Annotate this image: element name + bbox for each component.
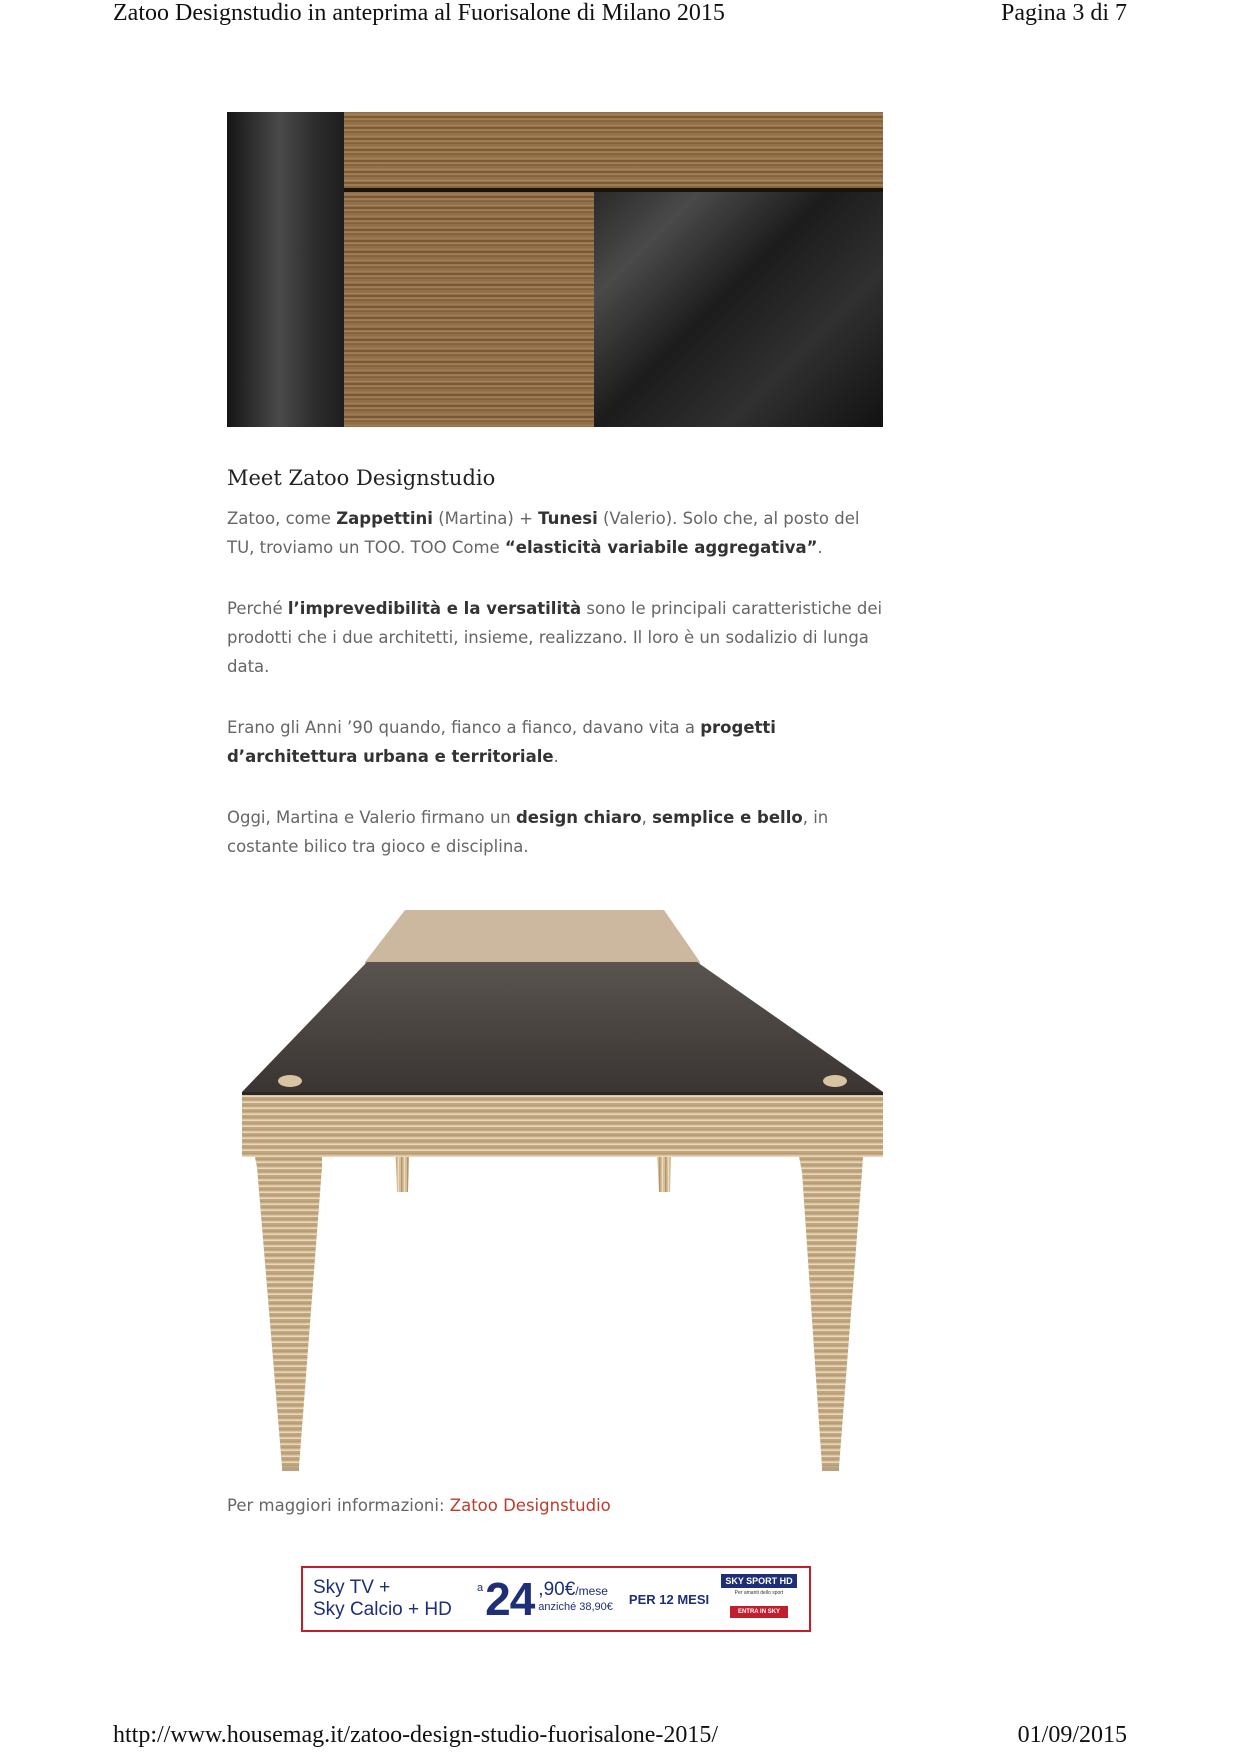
ad-old-price: anziché 38,90€ — [538, 1601, 613, 1613]
ad-offer-text — [303, 1577, 473, 1621]
p1-text-1: Zatoo, come — [227, 509, 337, 529]
dowel-left — [278, 1075, 302, 1087]
p4-bold-semplice: semplice e bello — [652, 808, 803, 828]
p3-text-2: . — [553, 747, 559, 767]
p4-bold-design-chiaro: design chiaro — [516, 808, 642, 828]
p1-text-4: . — [817, 538, 823, 558]
photo-shadow-area — [227, 112, 344, 427]
sky-sport-logo — [719, 1574, 799, 1618]
print-header — [113, 0, 1127, 32]
ad-duration: PER 12 MESI — [628, 1591, 710, 1607]
paragraph-1 — [227, 504, 883, 562]
front-leg-right — [787, 1095, 867, 1467]
p1-bold-elasticita: “elasticità variabile aggregativa” — [504, 538, 818, 558]
dark-glass-panel — [594, 192, 883, 427]
plywood-detail-photo — [227, 112, 883, 427]
ad-line-1: Sky TV + — [313, 1577, 391, 1598]
ad-price-prefix: a — [477, 1582, 484, 1594]
p2-text-2: sono le principali caratteristiche dei prodotti che i due architetti, insieme, realizzano. Il loro è un sodalizio di lunga data. — [227, 599, 883, 677]
print-footer — [113, 1722, 1127, 1754]
p1-text-3: (Valerio). Solo che, al posto del TU, troviamo un TOO. TOO Come — [227, 509, 860, 558]
front-table-top — [242, 962, 883, 1092]
p3-text-1: Erano gli Anni ’90 quando, fianco a fianco, davano vita a — [227, 718, 701, 738]
p1-text-2: (Martina) + — [432, 509, 539, 529]
more-info-line — [227, 1496, 883, 1515]
p2-text-1: Perché — [227, 599, 288, 619]
ad-price — [477, 1573, 613, 1625]
ad-price-main: 24 — [485, 1573, 535, 1625]
ad-logo-subtitle: Per amanti dello sport — [734, 1590, 784, 1596]
table-photo — [227, 907, 883, 1472]
plywood-side-edge — [344, 192, 594, 427]
table-apron — [242, 1095, 883, 1157]
zatoo-designstudio-link[interactable]: Zatoo Designstudio — [449, 1496, 611, 1516]
ad-price-unit: /mese — [575, 1584, 608, 1598]
p1-bold-zappettini: Zappettini — [336, 509, 433, 529]
plywood-top-edge — [344, 112, 883, 188]
article-heading: Meet Zatoo Designstudio — [227, 466, 496, 490]
paragraph-2 — [227, 594, 883, 681]
print-header-title: Zatoo Designstudio in anteprima al Fuorisalone di Milano 2015 — [113, 0, 725, 26]
sky-ad-banner[interactable] — [301, 1566, 811, 1632]
front-leg-left — [242, 1095, 322, 1467]
p2-bold-imprevedibilita: l’imprevedibilità e la versatilità — [287, 599, 582, 619]
p3-bold-progetti: progetti d’architettura urbana e territoriale — [227, 718, 776, 767]
p4-text-2: , — [641, 808, 653, 828]
paragraph-4 — [227, 803, 883, 861]
enter-sky-button[interactable]: ENTRA IN SKY — [730, 1606, 788, 1618]
more-info-label: Per maggiori informazioni: — [227, 1496, 450, 1516]
ad-price-cents: ,90€/mese — [538, 1579, 608, 1600]
dowel-right — [823, 1075, 847, 1087]
ad-line-2: Sky Calcio + HD — [313, 1599, 452, 1620]
article — [227, 112, 883, 1515]
sky-sport-hd-icon: SKY SPORT HD — [721, 1574, 797, 1588]
paragraph-3 — [227, 713, 883, 771]
back-table-top — [365, 910, 700, 962]
p4-text-1: Oggi, Martina e Valerio firmano un — [227, 808, 516, 828]
p4-text-3: , in costante bilico tra gioco e disciplina. — [227, 808, 829, 857]
print-footer-url: http://www.housemag.it/zatoo-design-studio-fuorisalone-2015/ — [113, 1722, 719, 1748]
print-footer-date: 01/09/2015 — [1017, 1722, 1127, 1748]
plywood-table-illustration — [227, 907, 883, 1472]
print-header-page: Pagina 3 di 7 — [1001, 0, 1127, 26]
p1-bold-tunesi: Tunesi — [538, 509, 598, 529]
